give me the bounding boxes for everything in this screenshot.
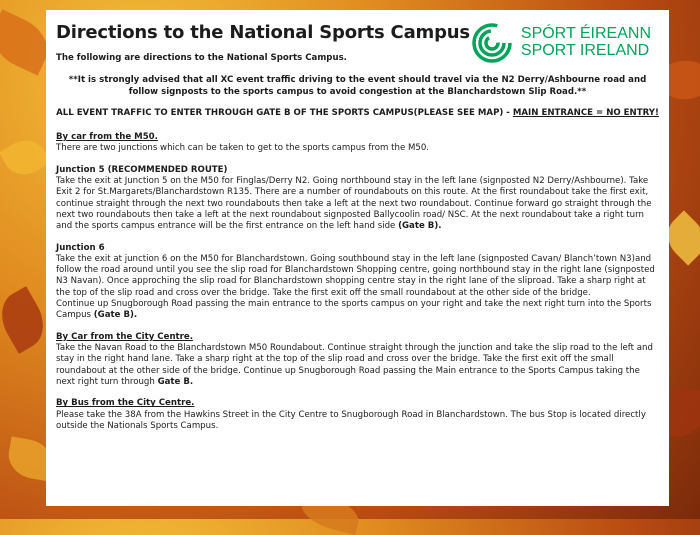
logo-line-irish: SPÓRT ÉIREANN — [520, 25, 651, 43]
section-body-city-bus: Please take the 38A from the Hawkins Street in the City Centre to Snugborough Road in Blanchardstown. The bus Stop is located directly outside the Nationals Sports Campus. — [56, 409, 646, 431]
junction-5-text: Take the exit at Junction 5 on the M50 for Finglas/Derry N2. Going northbound stay in the left lane (signposted N2 Derry/Ashbourne). Take Exit 2 for St.Margarets/Blanchardstown R135. There are a number of roundabouts on this route. At the first roundabout take the first exit, continue straight through the next two roundabouts then take a left at the next two roundabout. Continue forward go straight through the next two roundabouts then take a left at the next roundabout signposted Ballycoolin road/ NSC. At the next roundabout take a right turn and the sports campus entrance will be the first entrance on the left hand side — [56, 175, 652, 232]
section-heading-m50: By car from the M50. — [56, 132, 158, 143]
sport-ireland-logo — [471, 22, 651, 64]
section-body-city-car — [56, 343, 659, 388]
gate-notice-text: ALL EVENT TRAFFIC TO ENTER THROUGH GATE B OF THE SPORTS CAMPUS(PLEASE SEE MAP) - — [56, 108, 513, 119]
section-body-m50: There are two junctions which can be taken to get to the sports campus from the M50. — [56, 143, 430, 154]
sport-ireland-swirl-icon — [471, 22, 513, 64]
city-car-text: Take the Navan Road to the Blanchardstown M50 Roundabout. Continue straight through the junction and take the slip road to the left and stay in the right hand lane. Take a sharp right at the top of the slip road and cross over the bridge. Take the first exit off the small roundabout at the other side of the bridge. Continue up Snugborough Road passing the Main entrance to the Sports Campus taking the next right turn through — [56, 343, 653, 388]
city-car-gate: Gate B. — [157, 377, 194, 388]
directions-document — [46, 10, 669, 506]
logo-line-english: SPORT IRELAND — [520, 42, 650, 59]
gate-notice — [56, 108, 659, 118]
junction-5-gate: (Gate B). — [398, 221, 442, 232]
section-body-junction-6 — [56, 254, 659, 322]
traffic-advice: **It is strongly advised that all XC event traffic driving to the event should travel via the N2 Derry/Ashbourne road and follow signposts to the sports campus to avoid congestion at the Blanchardstown Slip Road.** — [68, 75, 647, 97]
section-body-junction-5 — [56, 176, 659, 233]
section-heading-city-car: By Car from the City Centre. — [56, 331, 194, 342]
junction-6-text-2: Continue up Snugborough Road passing the main entrance to the sports campus on your right and take the next right turn into the Sports Campus — [56, 299, 652, 321]
page-title: Directions to the National Sports Campus — [56, 22, 470, 43]
section-heading-junction-5: Junction 5 (RECOMMENDED ROUTE) — [56, 164, 228, 175]
leaf-decoration — [0, 132, 51, 182]
junction-6-text: Take the exit at junction 6 on the M50 for Blanchardstown. Going southbound stay in the left lane (signposted Cavan/ Blanch’town N3)and follow the road around until you see the slip road for Blanchardstown Shopping centre, going northbound stay in the right lane (signposted N3 Navan). Once approching the slip road for Blanchardstown shopping centre stay in the right lane of the sliproad. Take a sharp right at the top of the slip road and cross over the bridge. Take the first exit off the small roundabout at the other side of the bridge. — [56, 253, 655, 298]
gate-notice-warning: MAIN ENTRANCE = NO ENTRY! — [512, 108, 659, 119]
intro-text: The following are directions to the National Sports Campus. — [56, 53, 347, 63]
junction-6-gate: (Gate B). — [93, 310, 138, 321]
section-heading-junction-6: Junction 6 — [56, 242, 105, 253]
section-heading-city-bus: By Bus from the City Centre. — [56, 398, 195, 409]
